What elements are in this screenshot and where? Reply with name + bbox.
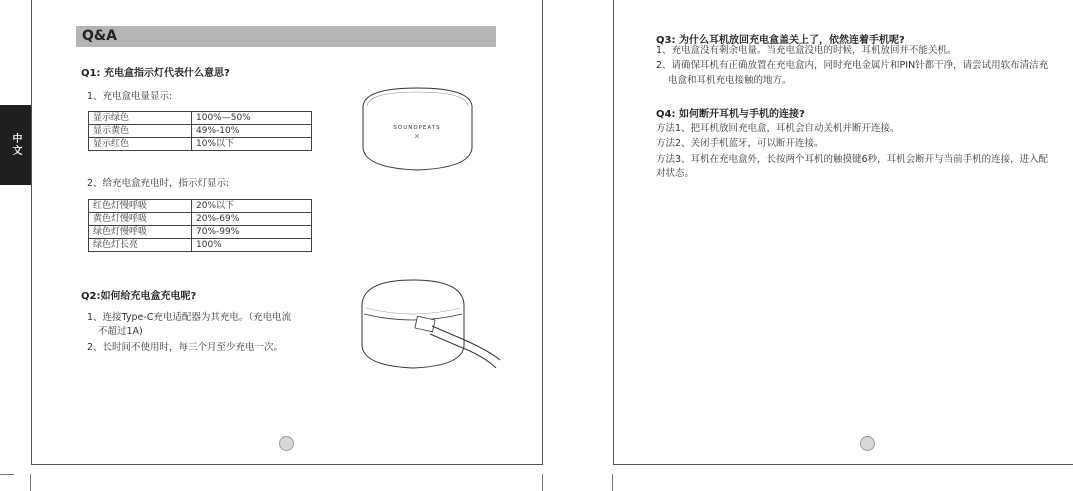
table-row (89, 213, 312, 226)
q4-line-3: 方法3、耳机在充电盒外，长按两个耳机的触摸键6秒，耳机会断开与当前手机的连接，进入配 (656, 154, 1049, 165)
q2-line-1-cont: 不超过1A) (98, 326, 143, 337)
table-cell: 100%—50% (192, 112, 312, 125)
q1-subheading-2: 2、给充电盒充电时，指示灯显示: (87, 178, 230, 189)
q3-title: Q3: 为什么耳机放回充电盒盖关上了，依然连着手机呢? (656, 35, 905, 46)
q4-line-2: 方法2、关闭手机蓝牙，可以断开连接。 (656, 138, 824, 149)
q1-title: Q1: 充电盒指示灯代表什么意思? (81, 68, 230, 79)
table-cell: 49%-10% (192, 125, 312, 138)
crop-mark (0, 474, 14, 475)
q4-title: Q4: 如何断开耳机与手机的连接? (656, 109, 805, 120)
charging-cable-illustration (358, 276, 503, 371)
q2-title: Q2:如何给充电盒充电呢? (81, 291, 197, 302)
q2-line-2: 2、长时间不使用时，每三个月至少充电一次。 (87, 342, 284, 353)
q2-line-1: 1、连接Type-C充电适配器为其充电。（充电电流 (87, 312, 292, 323)
table-cell: 显示绿色 (89, 112, 192, 125)
crop-mark (612, 474, 613, 491)
language-side-tab: 中文 (0, 105, 31, 185)
section-title: Q&A (82, 28, 117, 44)
table-row (89, 200, 312, 213)
q3-line-2-cont: 电盒和耳机充电接触的地方。 (668, 75, 792, 86)
table-cell: 20%-69% (192, 213, 312, 226)
table-row (89, 226, 312, 239)
table-row (89, 239, 312, 252)
table-row (89, 125, 312, 138)
q3-line-2: 2、请确保耳机有正确放置在充电盒内，同时充电金属片和PIN针都干净，请尝试用软布清洁充 (656, 60, 1049, 71)
charging-case-illustration (355, 84, 480, 174)
crop-mark (30, 474, 31, 491)
table-cell: 显示黄色 (89, 125, 192, 138)
table-cell: 显示红色 (89, 138, 192, 151)
crop-mark (542, 474, 543, 491)
q3-line-1: 1、充电盒没有剩余电量。当充电盒没电的时候，耳机放回并不能关机。 (656, 45, 957, 56)
table-cell: 红色灯慢呼吸 (89, 200, 192, 213)
battery-level-table (88, 111, 312, 151)
table-cell: 绿色灯长亮 (89, 239, 192, 252)
charging-indicator-table (88, 199, 312, 252)
case-logo: SOUNDPEATS (393, 125, 441, 131)
table-cell: 黄色灯慢呼吸 (89, 213, 192, 226)
table-row (89, 138, 312, 151)
q4-line-1: 方法1、把耳机放回充电盒，耳机会自动关机并断开连接。 (656, 123, 900, 134)
table-cell: 20%以下 (192, 200, 312, 213)
table-row (89, 112, 312, 125)
table-cell: 70%-99% (192, 226, 312, 239)
section-title-bar (76, 26, 496, 47)
table-cell: 绿色灯慢呼吸 (89, 226, 192, 239)
table-cell: 10%以下 (192, 138, 312, 151)
page-number-marker (279, 436, 294, 451)
table-cell: 100% (192, 239, 312, 252)
page-number-marker (860, 436, 875, 451)
q1-subheading-1: 1、充电盒电量显示: (87, 91, 173, 102)
q4-line-3-cont: 对状态。 (656, 168, 695, 179)
